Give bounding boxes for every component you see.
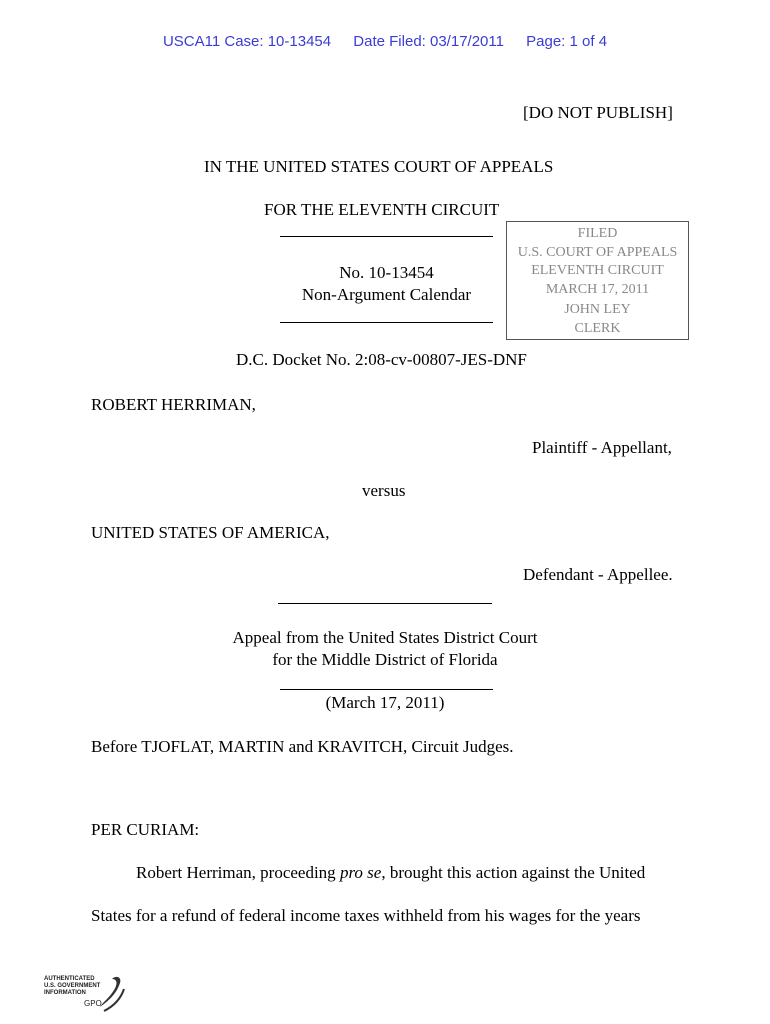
pro-se-term: pro se (339, 863, 382, 882)
plaintiff-role: Plaintiff - Appellant, (532, 438, 672, 457)
appeal-line-1: Appeal from the United States District Court (232, 628, 538, 647)
circuit-title: FOR THE ELEVENTH CIRCUIT (264, 200, 500, 219)
gpo-authentication-logo (44, 973, 134, 1017)
docket-number: D.C. Docket No. 2:08-cv-00807-JES-DNF (236, 350, 527, 369)
divider (280, 689, 493, 690)
defendant-name: UNITED STATES OF AMERICA, (91, 523, 330, 542)
plaintiff-name: ROBERT HERRIMAN, (91, 395, 256, 414)
filed-clerk-title: CLERK (574, 321, 621, 336)
decision-date: (March 17, 2011) (325, 693, 445, 712)
body-text: Robert Herriman, proceeding (136, 863, 340, 882)
calendar-type: Non-Argument Calendar (301, 285, 472, 304)
filed-stamp (506, 221, 689, 340)
case-number: No. 10-13454 (339, 263, 434, 282)
body-text: , brought this action against the United (381, 863, 646, 882)
page-header (0, 33, 770, 50)
filed-court: U.S. COURT OF APPEALS (517, 245, 678, 260)
per-curiam: PER CURIAM: (91, 820, 200, 839)
header-page: Page: 1 of 4 (526, 33, 608, 50)
divider (278, 603, 492, 604)
body-line-1 (136, 863, 645, 883)
filed-circuit: ELEVENTH CIRCUIT (531, 263, 664, 278)
do-not-publish: [DO NOT PUBLISH] (523, 103, 673, 122)
header-date-filed: Date Filed: 03/17/2011 (353, 33, 504, 50)
gpo-label: GPO (84, 999, 102, 1008)
filed-date: MARCH 17, 2011 (545, 282, 650, 297)
gpo-logo-text: AUTHENTICATED U.S. GOVERNMENT INFORMATION (44, 976, 101, 996)
divider (280, 322, 493, 323)
versus: versus (362, 481, 406, 500)
body-line-2: States for a refund of federal income taxes withheld from his wages for the years (91, 906, 641, 925)
appeal-line-2: for the Middle District of Florida (272, 650, 498, 669)
defendant-role: Defendant - Appellee. (523, 565, 673, 584)
divider (280, 236, 493, 237)
filed-label: FILED (577, 226, 618, 241)
header-case: USCA11 Case: 10-13454 (162, 33, 332, 50)
court-title: IN THE UNITED STATES COURT OF APPEALS (204, 157, 554, 176)
panel-judges: Before TJOFLAT, MARTIN and KRAVITCH, Circuit Judges. (91, 737, 514, 756)
filed-clerk-name: JOHN LEY (564, 302, 631, 317)
